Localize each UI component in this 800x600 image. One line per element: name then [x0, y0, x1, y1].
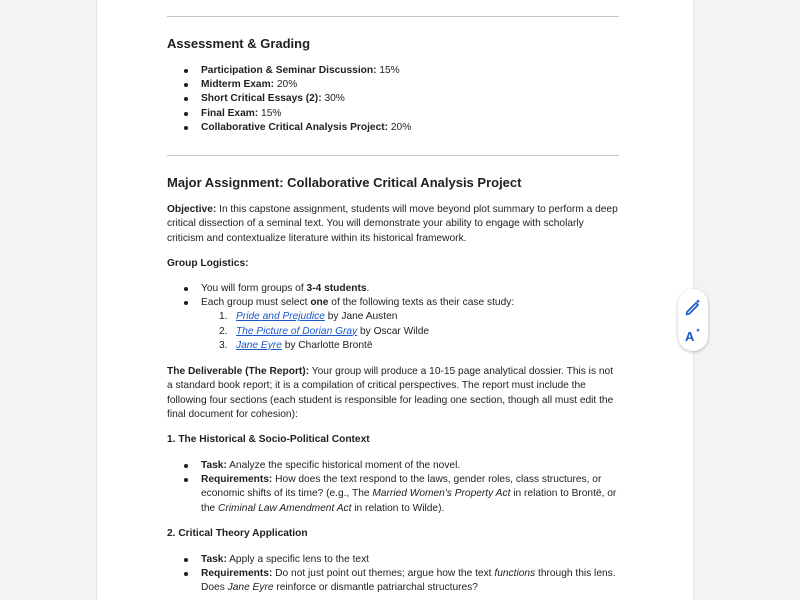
grading-item	[167, 107, 619, 121]
list-number: 2.	[219, 325, 228, 337]
logistics-item	[167, 282, 619, 296]
book-link[interactable]: The Picture of Dorian Gray	[236, 325, 358, 337]
grading-item-value: 20%	[276, 79, 298, 91]
text-spark-icon[interactable]	[683, 325, 703, 345]
section1-heading: 1. The Historical & Socio-Political Context	[167, 434, 370, 445]
section2-heading: 2. Critical Theory Application	[167, 528, 308, 539]
group-logistics-heading: Group Logistics:	[167, 258, 249, 269]
book-author: by Jane Austen	[327, 311, 398, 323]
text: How does the text respond to the laws, gender roles, class structures, or economic shifts of its time? (e.g., The	[201, 474, 602, 500]
book-author: by Charlotte Brontë	[284, 339, 373, 351]
grading-item-value: 15%	[379, 65, 400, 76]
bullet-icon	[184, 69, 188, 73]
bullet-icon	[184, 287, 188, 291]
section1-requirements	[167, 473, 619, 516]
requirements-label: Requirements:	[201, 474, 273, 486]
text-italic: Married Women's Property Act	[372, 488, 511, 500]
grading-item-label: Short Critical Essays (2):	[201, 93, 322, 105]
grading-item-value: 30%	[324, 93, 345, 105]
divider	[167, 16, 619, 17]
grading-list	[167, 64, 619, 135]
grading-item	[167, 121, 619, 135]
floating-tools	[678, 289, 708, 351]
task-label: Task:	[201, 460, 227, 471]
text-option	[201, 325, 619, 339]
objective-text: In this capstone assignment, students will move beyond plot summary to perform a deep critical dissection of a seminal text. You will demonstrate your ability to engage with scholarly criticism and contextualize literature within its historical framework.	[167, 204, 618, 244]
text: Do not just point out themes; argue how the text	[275, 568, 492, 580]
grading-item	[167, 64, 619, 78]
text: You will form groups of	[201, 283, 304, 294]
deliverable-text: Your group will produce a 10-15 page analytical dossier. This is not a standard book report; it is a compilation of critical perspectives. The report must include the following four sections (each student is responsible for leading one section, though all must edit the final document for cohesion):	[167, 366, 614, 421]
assessment-heading: Assessment & Grading	[167, 36, 311, 51]
magic-pen-icon[interactable]	[683, 296, 703, 316]
bullet-icon	[184, 112, 188, 116]
section1-task	[167, 459, 619, 473]
section2-requirements	[167, 567, 619, 595]
text-option	[201, 310, 619, 324]
bullet-icon	[184, 558, 188, 562]
text: of the following texts as their case study:	[331, 297, 515, 309]
texts-list	[201, 310, 619, 353]
text-italic: Jane Eyre	[227, 582, 274, 594]
task-label: Task:	[201, 554, 227, 565]
task-text: Analyze the specific historical moment of the novel.	[229, 460, 461, 471]
book-link[interactable]: Pride and Prejudice	[236, 311, 325, 323]
text: through this lens. Does	[201, 568, 616, 594]
logistics-list	[167, 282, 619, 353]
section2-list	[167, 553, 619, 596]
text-italic: Criminal Law Amendment Act	[218, 502, 352, 514]
text: in relation to Wilde).	[354, 502, 445, 514]
deliverable-paragraph	[167, 365, 619, 423]
deliverable-label: The Deliverable (The Report):	[167, 366, 310, 377]
bullet-icon	[184, 97, 188, 101]
svg-text:A: A	[685, 329, 695, 344]
bullet-icon	[184, 126, 188, 130]
bullet-icon	[184, 83, 188, 87]
grading-item-label: Collaborative Critical Analysis Project:	[201, 121, 389, 133]
book-author: by Oscar Wilde	[360, 325, 430, 337]
requirements-label: Requirements:	[201, 568, 273, 580]
text: in relation to Brontë, or the	[201, 488, 617, 514]
grading-item-value: 20%	[390, 121, 412, 133]
grading-item-value: 15%	[261, 107, 282, 119]
text: .	[366, 283, 370, 294]
section2-task	[167, 553, 619, 567]
logistics-item	[167, 296, 619, 353]
document-page	[96, 0, 694, 600]
divider	[167, 155, 619, 156]
book-link[interactable]: Jane Eyre	[236, 339, 282, 351]
section1-list	[167, 459, 619, 516]
assignment-heading: Major Assignment: Collaborative Critical Analysis Project	[167, 175, 522, 190]
list-number: 3.	[219, 339, 228, 351]
bullet-icon	[184, 572, 188, 576]
grading-item-label: Final Exam:	[201, 107, 259, 119]
objective-paragraph	[167, 203, 619, 246]
text: reinforce or dismantle patriarchal structures?	[276, 582, 478, 594]
task-text: Apply a specific lens to the text	[229, 554, 370, 565]
text-bold: one	[310, 297, 329, 309]
text-option	[201, 339, 619, 353]
grading-item	[167, 92, 619, 106]
grading-item	[167, 78, 619, 92]
bullet-icon	[184, 464, 188, 468]
list-number: 1.	[219, 311, 228, 323]
text-bold: 3-4 students	[306, 283, 367, 294]
grading-item-label: Midterm Exam:	[201, 79, 275, 91]
text: Each group must select	[201, 297, 308, 309]
bullet-icon	[184, 301, 188, 305]
objective-label: Objective:	[167, 204, 217, 215]
grading-item-label: Participation & Seminar Discussion:	[201, 65, 377, 76]
bullet-icon	[184, 478, 188, 482]
text-italic: functions	[494, 568, 536, 580]
